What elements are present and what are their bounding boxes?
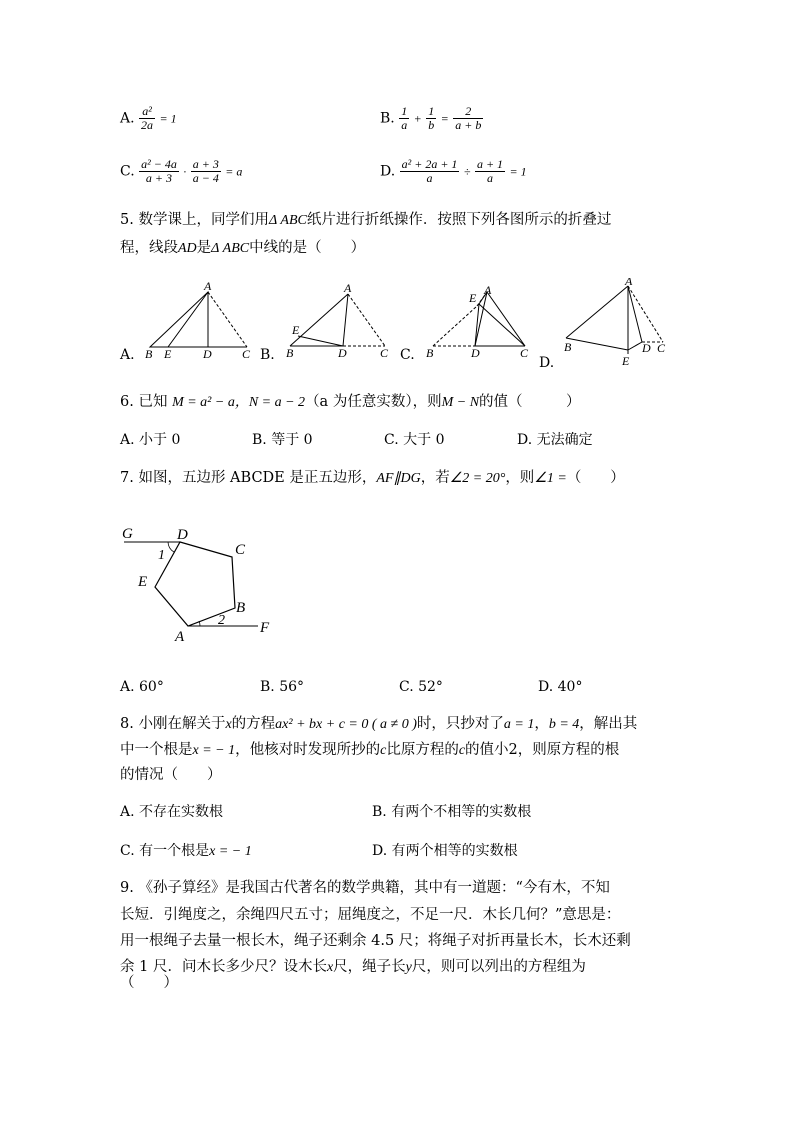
numerator: 2: [453, 105, 483, 119]
text: 的方程: [231, 716, 276, 732]
math-text: c: [458, 743, 466, 758]
text: 是: [196, 240, 212, 256]
q7-option-d: D. 40°: [538, 679, 583, 695]
denominator: a + 3: [145, 171, 173, 185]
q8-line1: [120, 714, 637, 735]
text: （ ）: [566, 470, 625, 486]
q6-option-a: A. 小于 0: [120, 432, 181, 448]
numerator: 1: [401, 104, 408, 118]
fraction: [475, 158, 505, 185]
math-text: = a: [225, 164, 243, 179]
denominator: a + b: [455, 118, 482, 132]
denominator: a: [426, 171, 433, 185]
q4-option-c: [120, 158, 242, 185]
q5-label-a: A.: [120, 347, 135, 363]
q6-option-b: B. 等于 0: [252, 432, 313, 448]
label-d: D: [642, 341, 651, 355]
math-text: x = − 1: [192, 743, 236, 758]
q7-option-a: A. 60°: [120, 679, 164, 695]
denominator: a: [401, 118, 408, 132]
math-text: b = 4: [548, 717, 580, 732]
math-text: AF∥DG: [376, 471, 421, 486]
q9-line2: 长短．引绳度之，余绳四尺五寸；屈绳度之，不足一尺．木长几何？”意思是：: [120, 907, 621, 923]
denominator: a: [486, 171, 493, 185]
q8-line2: [120, 740, 619, 761]
label-c: C: [235, 542, 246, 558]
fraction: [400, 158, 460, 185]
label-c: C: [242, 347, 251, 361]
option-label: B.: [380, 110, 395, 127]
math-text: = 1: [159, 111, 177, 126]
q7-stem: [120, 468, 625, 489]
q8-option-a: A. 不存在实数根: [120, 804, 224, 820]
text: 纸片进行折纸操作．按照下列各图所示的折叠过: [306, 212, 612, 228]
q5-label-b: B.: [260, 347, 275, 363]
text: C. 有一个根是: [120, 843, 210, 859]
label-b: B: [426, 346, 434, 360]
label-e: E: [138, 574, 148, 590]
math-text: +: [413, 111, 422, 126]
q5-label-d: D.: [539, 355, 555, 371]
math-text: M = a² − a，N = a − 2: [172, 395, 306, 410]
option-label: D.: [380, 163, 396, 180]
math-text: AD: [178, 241, 197, 256]
option-label: C.: [120, 163, 135, 180]
label-e: E: [622, 354, 630, 368]
fraction: [139, 158, 179, 185]
q5-label-c: C.: [400, 347, 415, 363]
numerator: 1: [428, 104, 435, 118]
math-text: x = − 1: [209, 844, 252, 859]
option-label: A.: [120, 110, 135, 127]
text: 比原方程的: [386, 742, 459, 758]
math-text: ∠2 = 20°: [449, 471, 506, 486]
text: 的值（ ）: [479, 394, 581, 410]
q6-option-c: C. 大于 0: [384, 432, 445, 448]
text: 尺，则可以列出的方程组为: [411, 959, 586, 975]
label-b: B: [286, 346, 294, 360]
text: ，他核对时发现所抄的: [235, 742, 381, 758]
q7-pentagon-figure: [118, 520, 283, 645]
math-text: x: [326, 960, 334, 975]
math-text: ÷: [463, 164, 471, 179]
fraction: [426, 105, 436, 132]
math-text: ax² + bx + c = 0 ( a ≠ 0 ): [275, 717, 417, 732]
label-angle-1: 1: [158, 548, 165, 563]
fraction: [399, 105, 409, 132]
q4-option-d: [380, 158, 527, 185]
q8-line3: 的情况（ ）: [120, 767, 222, 783]
figure-d: [564, 278, 666, 368]
text: 5. 数学课上，同学们用: [120, 212, 269, 228]
math-text: M − N: [441, 395, 480, 410]
text: 尺，绳子长: [333, 959, 406, 975]
angle-1-arc: [168, 542, 174, 552]
math-text: y: [405, 960, 412, 975]
math-text: ·: [183, 164, 187, 179]
text: 时，只抄对了: [416, 716, 504, 732]
q7-option-c: C. 52°: [399, 679, 443, 695]
math-text: x: [225, 717, 232, 732]
q9-line3: 用一根绳子去量一根长木，绳子还剩余 4.5 尺；将绳子对折再量长木，长木还剩: [120, 933, 631, 949]
figure-c: [426, 283, 529, 360]
label-d: D: [203, 347, 212, 361]
numerator: a² + 2a + 1: [401, 157, 458, 171]
text: ，若: [420, 470, 450, 486]
label-e: E: [469, 291, 477, 305]
numerator: a + 3: [192, 157, 219, 171]
q4-option-a: [120, 105, 177, 132]
label-angle-2: 2: [218, 613, 225, 628]
text: 6. 已知: [120, 394, 168, 410]
text: 的值小2，则原方程的根: [465, 742, 620, 758]
label-a: A: [344, 281, 352, 295]
figure-b: [286, 281, 389, 360]
text: ，则: [505, 470, 535, 486]
label-c: C: [657, 341, 666, 355]
fraction: [139, 105, 155, 132]
label-b: B: [145, 347, 153, 361]
label-e: E: [164, 347, 172, 361]
label-a: A: [484, 283, 492, 297]
q5-line1: [120, 210, 611, 231]
label-a: A: [204, 279, 212, 293]
fraction: [453, 105, 483, 132]
label-g: G: [122, 526, 133, 542]
numerator: a²: [139, 105, 155, 119]
denominator: b: [428, 118, 435, 132]
label-c: C: [380, 346, 389, 360]
q8-option-b: B. 有两个不相等的实数根: [372, 804, 532, 820]
label-e: E: [292, 323, 300, 337]
q9-line4: [120, 957, 586, 978]
label-a: A: [175, 629, 185, 645]
text: 程，线段: [120, 240, 178, 256]
text: （a 为任意实数），则: [305, 394, 442, 410]
label-b: B: [564, 340, 572, 354]
math-text: Δ ABC: [211, 241, 250, 256]
q4-option-b: [380, 105, 483, 132]
denominator: a − 4: [192, 171, 219, 185]
text: 中线的是（ ）: [249, 240, 366, 256]
text: ，解出其: [579, 716, 638, 732]
label-a: A: [625, 278, 633, 288]
text: 余 1 尺．问木长多少尺？设木长: [120, 959, 327, 975]
q8-option-c: [120, 841, 252, 862]
label-f: F: [260, 620, 270, 636]
text: 中一个根是: [120, 742, 193, 758]
math-text: a = 1: [503, 717, 535, 732]
math-text: Δ ABC: [268, 213, 307, 228]
q9-line5: （ ）: [120, 975, 178, 991]
label-d: D: [177, 527, 188, 543]
text: ，: [534, 716, 549, 732]
q6-option-d: D. 无法确定: [517, 432, 593, 448]
math-text: = 1: [509, 164, 527, 179]
q9-line1: 9. 《孙子算经》是我国古代著名的数学典籍，其中有一道题：“今有木，不知: [120, 880, 610, 896]
q5-line2: [120, 238, 365, 259]
text: 7. 如图，五边形 ABCDE 是正五边形，: [120, 470, 377, 486]
q6-stem: [120, 392, 581, 413]
label-d: D: [338, 346, 347, 360]
numerator: a² − 4a: [141, 157, 177, 171]
q7-option-b: B. 56°: [260, 679, 305, 695]
denominator: 2a: [141, 118, 154, 132]
math-text: =: [440, 111, 449, 126]
numerator: a + 1: [476, 157, 504, 171]
math-text: c: [380, 743, 387, 758]
label-c: C: [520, 346, 529, 360]
figure-a: [145, 279, 251, 361]
math-text: ∠1 =: [534, 471, 567, 486]
text: 8. 小刚在解关于: [120, 716, 226, 732]
label-b: B: [236, 600, 246, 616]
q8-option-d: D. 有两个相等的实数根: [372, 843, 518, 859]
label-d: D: [471, 346, 480, 360]
fraction: [191, 158, 221, 185]
